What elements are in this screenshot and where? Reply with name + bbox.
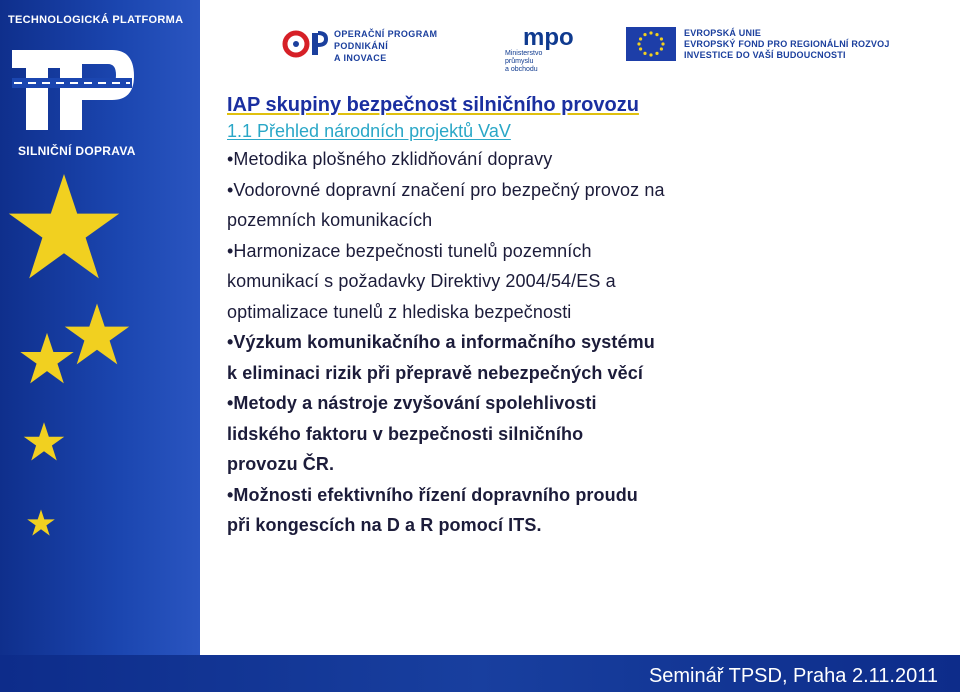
eu-logo-line: INVESTICE DO VAŠÍ BUDOUCNOSTI (684, 50, 846, 60)
star-icon (4, 168, 124, 288)
eu-logo-line: EVROPSKÁ UNIE (684, 28, 762, 38)
star-icon (22, 420, 66, 464)
footer-text: Seminář TPSD, Praha 2.11.2011 (648, 665, 938, 687)
list-item: •Metody a nástroje zvyšování spolehlivosti (227, 393, 597, 413)
star-icon (18, 330, 76, 388)
mpo-logo (505, 24, 595, 73)
op-pi-emblem-icon (282, 24, 328, 64)
slide-title: IAP skupiny bezpečnost silničního provozu (227, 94, 639, 116)
tp-logo-icon (12, 28, 142, 136)
list-item: •Možnosti efektivního řízení dopravního proudu (227, 484, 638, 505)
footer-bar (0, 655, 960, 692)
op-logo-line: OPERAČNÍ PROGRAM (334, 29, 438, 39)
list-item: •Metodika plošného zklidňování dopravy (227, 149, 553, 169)
star-icon (26, 508, 56, 538)
list-item: k eliminaci rizik při přepravě nebezpečných věcí (227, 362, 643, 383)
mpo-subtext-line: průmyslu (505, 58, 534, 65)
eu-flag-icon (626, 27, 676, 61)
op-logo-line: A INOVACE (334, 53, 387, 63)
list-item: •Vodorovné dopravní značení pro bezpečný provoz na (227, 179, 665, 200)
list-item: lidského faktoru v bezpečnosti silničního (227, 423, 584, 444)
platform-name-bottom: SILNIČNÍ DOPRAVA (18, 144, 136, 158)
list-item: při kongescích na D a R pomocí ITS. (227, 515, 542, 535)
list-item: optimalizace tunelů z hlediska bezpečnosti (227, 301, 572, 322)
mpo-subtext-line: a obchodu (505, 66, 538, 73)
project-list (227, 144, 937, 541)
mpo-subtext-line: Ministerstvo (505, 50, 543, 57)
platform-name-top: TECHNOLOGICKÁ PLATFORMA (8, 14, 184, 26)
list-item: komunikací s požadavky Direktivy 2004/54/ES a (227, 271, 616, 291)
op-pi-logo (282, 24, 472, 68)
eu-logo (626, 27, 926, 67)
list-item: •Harmonizace bezpečnosti tunelů pozemních (227, 240, 592, 261)
eu-logo-line: EVROPSKÝ FOND PRO REGIONÁLNÍ ROZVOJ (684, 39, 890, 49)
list-item: •Výzkum komunikačního a informačního systému (227, 332, 655, 352)
op-logo-line: PODNIKÁNÍ (334, 41, 389, 51)
mpo-mark: mpo (523, 24, 574, 51)
slide-subtitle: 1.1 Přehled národních projektů VaV (227, 121, 511, 141)
list-item: provozu ČR. (227, 454, 335, 474)
list-item: pozemních komunikacích (227, 210, 433, 230)
slide-content (227, 94, 937, 541)
sidebar (0, 0, 200, 655)
